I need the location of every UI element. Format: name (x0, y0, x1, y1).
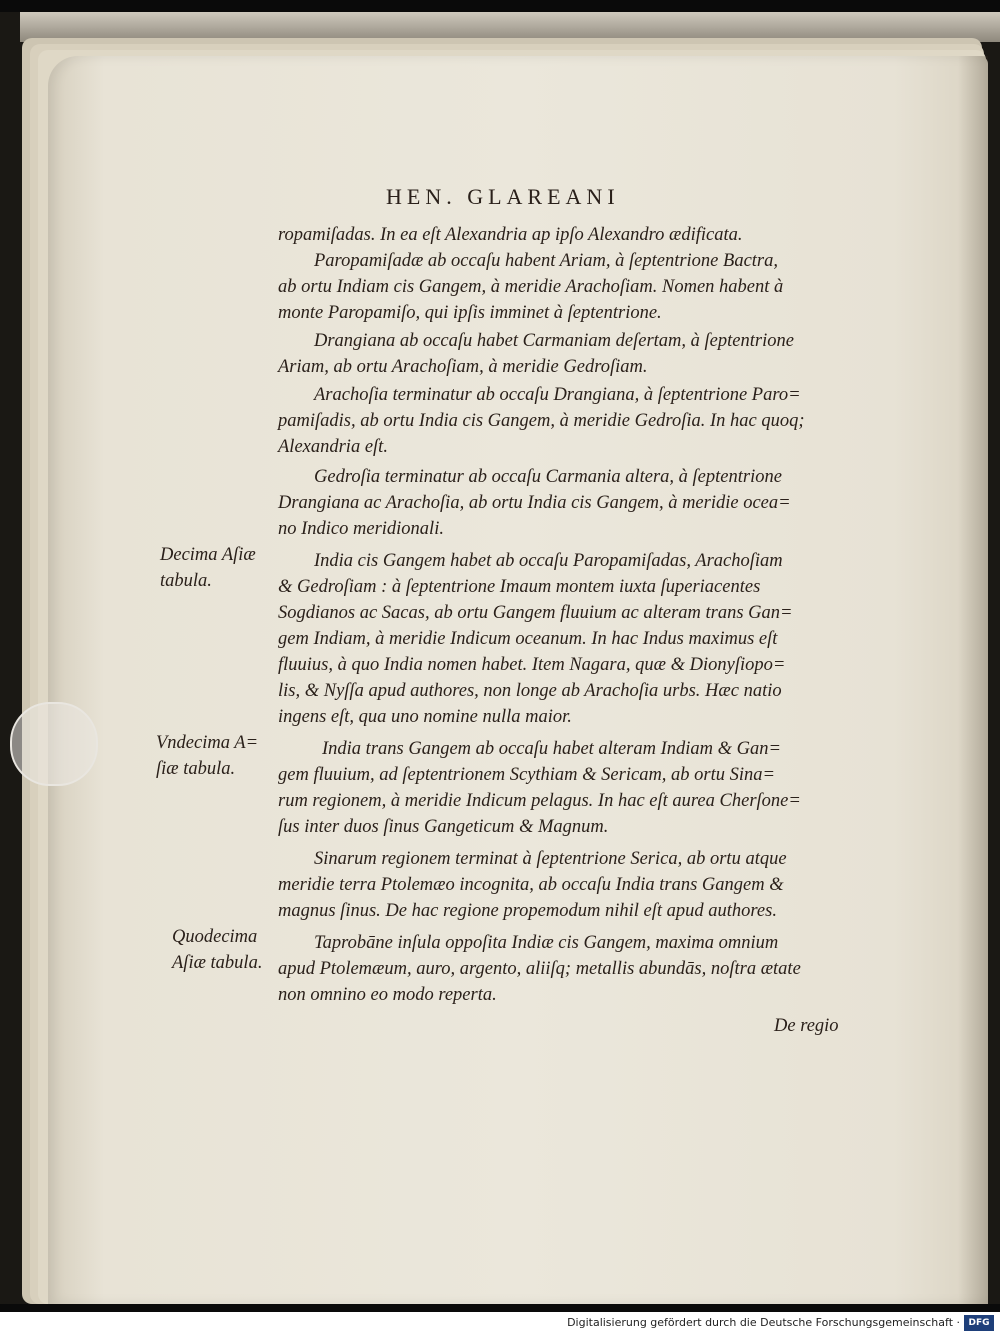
text-line: Alexandria eſt. (278, 437, 388, 457)
text-line: & Gedroſiam : à ſeptentrione Imaum montem iuxta ſuperiacentes (278, 577, 761, 597)
text-line: Drangiana ab occaſu habet Carmaniam deſertam, à ſeptentrione (314, 331, 794, 351)
scanned-page-image (0, 12, 1000, 1304)
text-line: Gedroſia terminatur ab occaſu Carmania altera, à ſeptentrione (314, 467, 782, 487)
text-line: Arachoſia terminatur ab occaſu Drangiana, à ſeptentrione Paro= (314, 385, 801, 405)
text-line: Paropamiſadæ ab occaſu habent Ariam, à ſeptentrione Bactra, (314, 251, 778, 271)
text-line: gem fluuium, ad ſeptentrionem Scythiam & Sericam, ab ortu Sina= (278, 765, 776, 785)
margin-note-line: tabula. (160, 571, 212, 591)
text-line: no Indico meridionali. (278, 519, 444, 539)
margin-note (160, 542, 256, 594)
spine-shadow (958, 56, 988, 1304)
text-line: India trans Gangem ab occaſu habet alteram Indiam & Gan= (322, 739, 782, 759)
running-head: HEN. GLAREANI (386, 184, 620, 209)
text-line: ſus inter duos ſinus Gangeticum & Magnum. (278, 817, 609, 837)
text-line: ropamiſadas. In ea eſt Alexandria ap ipſo Alexandro ædificata. (278, 225, 743, 245)
text-line: lis, & Nyſſa apud authores, non longe ab Arachoſia urbs. Hæc natio (278, 681, 782, 701)
text-line: non omnino eo modo reperta. (278, 985, 497, 1005)
text-line: Ariam, ab ortu Arachoſiam, à meridie Gedroſiam. (278, 357, 648, 377)
text-line: Sinarum regionem terminat à ſeptentrione Serica, ab ortu atque (314, 849, 787, 869)
margin-note (172, 924, 262, 976)
margin-note-line: Quodecima (172, 927, 258, 947)
funder-text: Digitalisierung gefördert durch die Deutsche Forschungsgemeinschaft · (567, 1316, 960, 1329)
text-line: India cis Gangem habet ab occaſu Paropamiſadas, Arachoſiam (314, 551, 783, 571)
page-marker-tab (10, 702, 98, 786)
margin-note-line: Vndecima A= (156, 733, 259, 753)
text-line: Drangiana ac Arachoſia, ab ortu India cis Gangem, à meridie ocea= (278, 493, 791, 513)
dfg-logo-icon[interactable]: DFG (964, 1315, 994, 1331)
text-line: apud Ptolemæum, auro, argento, aliiſq; metallis abundās, noſtra ætate (278, 959, 801, 979)
text-line: Sogdianos ac Sacas, ab ortu Gangem fluuium ac alteram trans Gan= (278, 603, 793, 623)
text-line: monte Paropamiſo, qui ipſis imminet à ſeptentrione. (278, 303, 662, 323)
text-line: gem Indiam, à meridie Indicum oceanum. In hac Indus maximus eſt (278, 629, 778, 649)
margin-note-line: ſiæ tabula. (156, 759, 236, 779)
text-line: Taprobāne inſula oppoſita Indiæ cis Gangem, maxima omnium (314, 933, 779, 953)
funder-footer (0, 1312, 1000, 1336)
margin-note (156, 730, 258, 782)
text-line: ab ortu Indiam cis Gangem, à meridie Arachoſiam. Nomen habent à (278, 277, 784, 297)
text-line: rum regionem, à meridie Indicum pelagus. In hac eſt aurea Cherſone= (278, 791, 801, 811)
margin-note-line: Decima Aſiæ (160, 545, 256, 565)
text-line: pamiſadis, ab ortu India cis Gangem, à meridie Gedroſia. In hac quoq; (278, 411, 805, 431)
text-line: ingens eſt, qua uno nomine nulla maior. (278, 707, 572, 727)
catchword: De regio (774, 1016, 839, 1036)
text-line: fluuius, à quo India nomen habet. Item Nagara, quæ & Dionyſiopo= (278, 655, 786, 675)
text-line: meridie terra Ptolemæo incognita, ab occaſu India trans Gangem & (278, 875, 784, 895)
text-line: magnus ſinus. De hac regione propemodum nihil eſt apud authores. (278, 901, 777, 921)
margin-note-line: Aſiæ tabula. (172, 953, 263, 973)
